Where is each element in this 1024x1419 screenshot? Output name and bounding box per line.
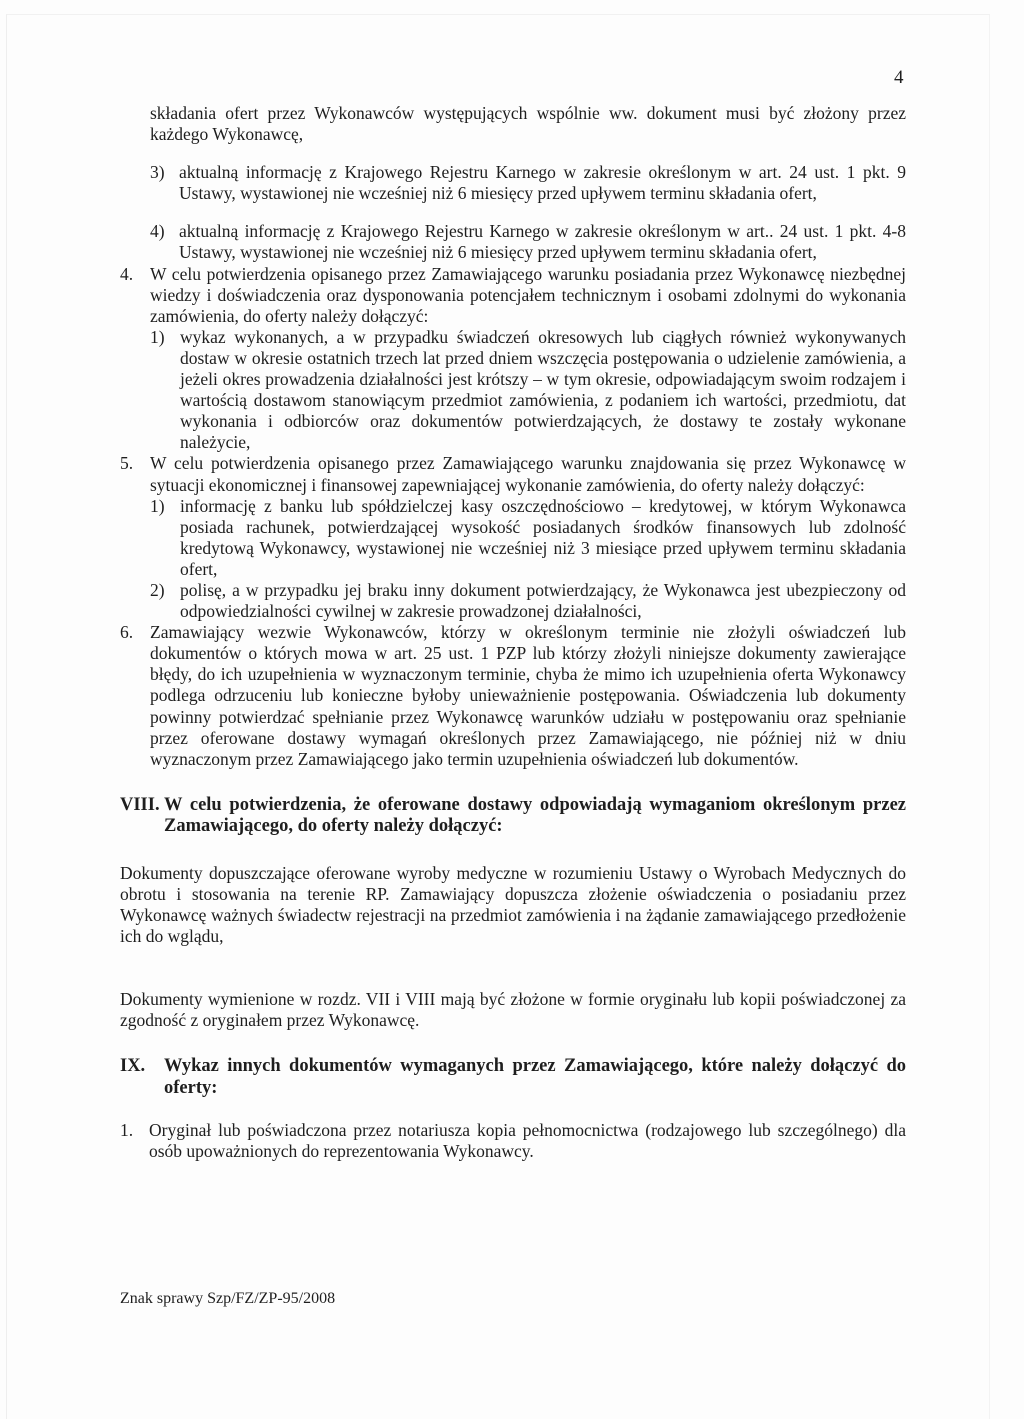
list-item-number: 1. <box>120 1120 134 1141</box>
sub-item-text: informację z banku lub spółdzielczej kasy oszczędnościowo – kredytowej, w którym Wykonawca posiada rachunek, potwierdzającej wysokość posiadanych środków finansowych lub zdolność kredytową Wykonawcy, wystawionej nie wcześniej niż 3 miesiące przed upływem terminu składania ofert, <box>180 495 906 579</box>
point-text: W celu potwierdzenia opisanego przez Zamawiającego warunku znajdowania się przez Wykonawcę w sytuacji ekonomicznej i finansowej zapewniającej wykonanie zamówienia, do oferty należy dołączyć: <box>150 453 906 495</box>
section-title: Wykaz innych dokumentów wymaganych przez Zamawiającego, które należy dołączyć do oferty: <box>164 1056 906 1098</box>
list-item <box>120 1120 906 1162</box>
sub-item <box>120 327 906 454</box>
section-paragraph: Dokumenty dopuszczające oferowane wyroby medyczne w rozumieniu Ustawy o Wyrobach Medycznych do obrotu i stosowania na terenie RP. Zamawiający dopuszcza złożenie oświadczenia o posiadaniu przez Wykonawcę ważnych świadectw rejestracji na przedmiot zamówienia i na żądanie zamawiającego przedłożenie ich do wglądu, <box>120 862 906 947</box>
list-item-text: aktualną informację z Krajowego Rejestru Karnego w zakresie określonym w art. 24 ust. 1 pkt. 9 Ustawy, wystawionej nie wcześniej niż 6 miesięcy przed upływem terminu składania ofert, <box>179 162 906 204</box>
point-number: 6. <box>120 622 134 643</box>
list-item-text: aktualną informację z Krajowego Rejestru Karnego w zakresie określonym w art.. 24 ust. 1 pkt. 4-8 Ustawy, wystawionej nie wcześniej niż 6 miesięcy przed upływem terminu składania ofert, <box>179 221 906 263</box>
numbered-point <box>120 453 906 495</box>
point-text: W celu potwierdzenia opisanego przez Zamawiającego warunku posiadania przez Wykonawcę niezbędnej wiedzy i doświadczenia oraz dysponowania potencjałem technicznym i osobami zdolnymi do wykonania zamówienia, do oferty należy dołączyć: <box>150 263 906 326</box>
sub-item-number: 1) <box>150 326 165 347</box>
section-paragraph: Dokumenty wymienione w rozdz. VII i VIII mają być złożone w formie oryginału lub kopii poświadczonej za zgodność z oryginałem przez Wykonawcę. <box>120 989 906 1031</box>
page-number: 4 <box>894 67 904 88</box>
numbered-point <box>120 264 906 327</box>
point-text: Zamawiający wezwie Wykonawców, którzy w określonym terminie nie złożyli oświadczeń lub dokumentów o których mowa w art. 25 ust. 1 PZP lub którzy złożyli niniejsze dokumenty zawierające błędy, do ich uzupełnienia w wyznaczonym terminie, chyba że mimo ich uzupełnienia oferta Wykonawcy podlega odrzuceniu lub konieczne byłoby unieważnienie postępowania. Oświadczenia lub dokumenty powinny potwierdzać spełnianie przez Wykonawcę warunków udziału w postępowaniu oraz spełnianie przez oferowane dostawy wymagań określonych przez Zamawiającego, nie później niż w dniu wyznaczonym przez Zamawiającego jako termin uzupełnienia oświadczeń lub dokumentów. <box>150 622 906 769</box>
section-title: W celu potwierdzenia, że oferowane dostawy odpowiadają wymaganiom określonym przez Zamawiającego, do oferty należy dołączyć: <box>164 794 906 837</box>
numbered-point <box>120 622 906 770</box>
section-heading-viii <box>120 795 906 838</box>
point-number: 4. <box>120 263 134 284</box>
point-number: 5. <box>120 453 134 474</box>
sub-item-text: polisę, a w przypadku jej braku inny dokument potwierdzający, że Wykonawca jest ubezpieczony od odpowiedzialności cywilnej w zakresie prowadzonej działalności, <box>180 579 906 622</box>
sub-item <box>120 580 906 622</box>
list-item <box>120 221 906 263</box>
section-number: IX. <box>120 1056 146 1077</box>
list-item-number: 3) <box>150 162 165 183</box>
list-item-text: Oryginał lub poświadczona przez notariusza kopia pełnomocnictwa (rodzajowego lub szczególnego) dla osób upoważnionych do reprezentowania Wykonawcy. <box>149 1120 906 1162</box>
sub-item <box>120 496 906 580</box>
section-heading-ix <box>120 1056 906 1099</box>
list-item-number: 4) <box>150 221 165 242</box>
list-item <box>120 162 906 204</box>
case-reference-footer: Znak sprawy Szp/FZ/ZP-95/2008 <box>120 1290 336 1307</box>
section-number: VIII. <box>120 794 160 815</box>
sub-item-number: 2) <box>150 579 165 600</box>
continuation-paragraph: składania ofert przez Wykonawców występujących wspólnie ww. dokument musi być złożony przez każdego Wykonawcę, <box>150 103 906 145</box>
document-body <box>120 103 906 1163</box>
sub-item-text: wykaz wykonanych, a w przypadku świadczeń okresowych lub ciągłych również wykonywanych dostaw w okresie ostatnich trzech lat przed dniem wszczęcia postępowania o udzielenie zamówienia, a jeżeli okres prowadzenia działalności jest krótszy – w tym okresie, odpowiadającym swoim rodzajem i wartością dostawom stanowiącym przedmiot zamówienia, z podaniem ich wartości, przedmiotu, dat wykonania i odbiorców oraz dokumentów potwierdzających, że dostawy te zostały wykonane należycie, <box>180 326 906 453</box>
sub-item-number: 1) <box>150 495 165 516</box>
